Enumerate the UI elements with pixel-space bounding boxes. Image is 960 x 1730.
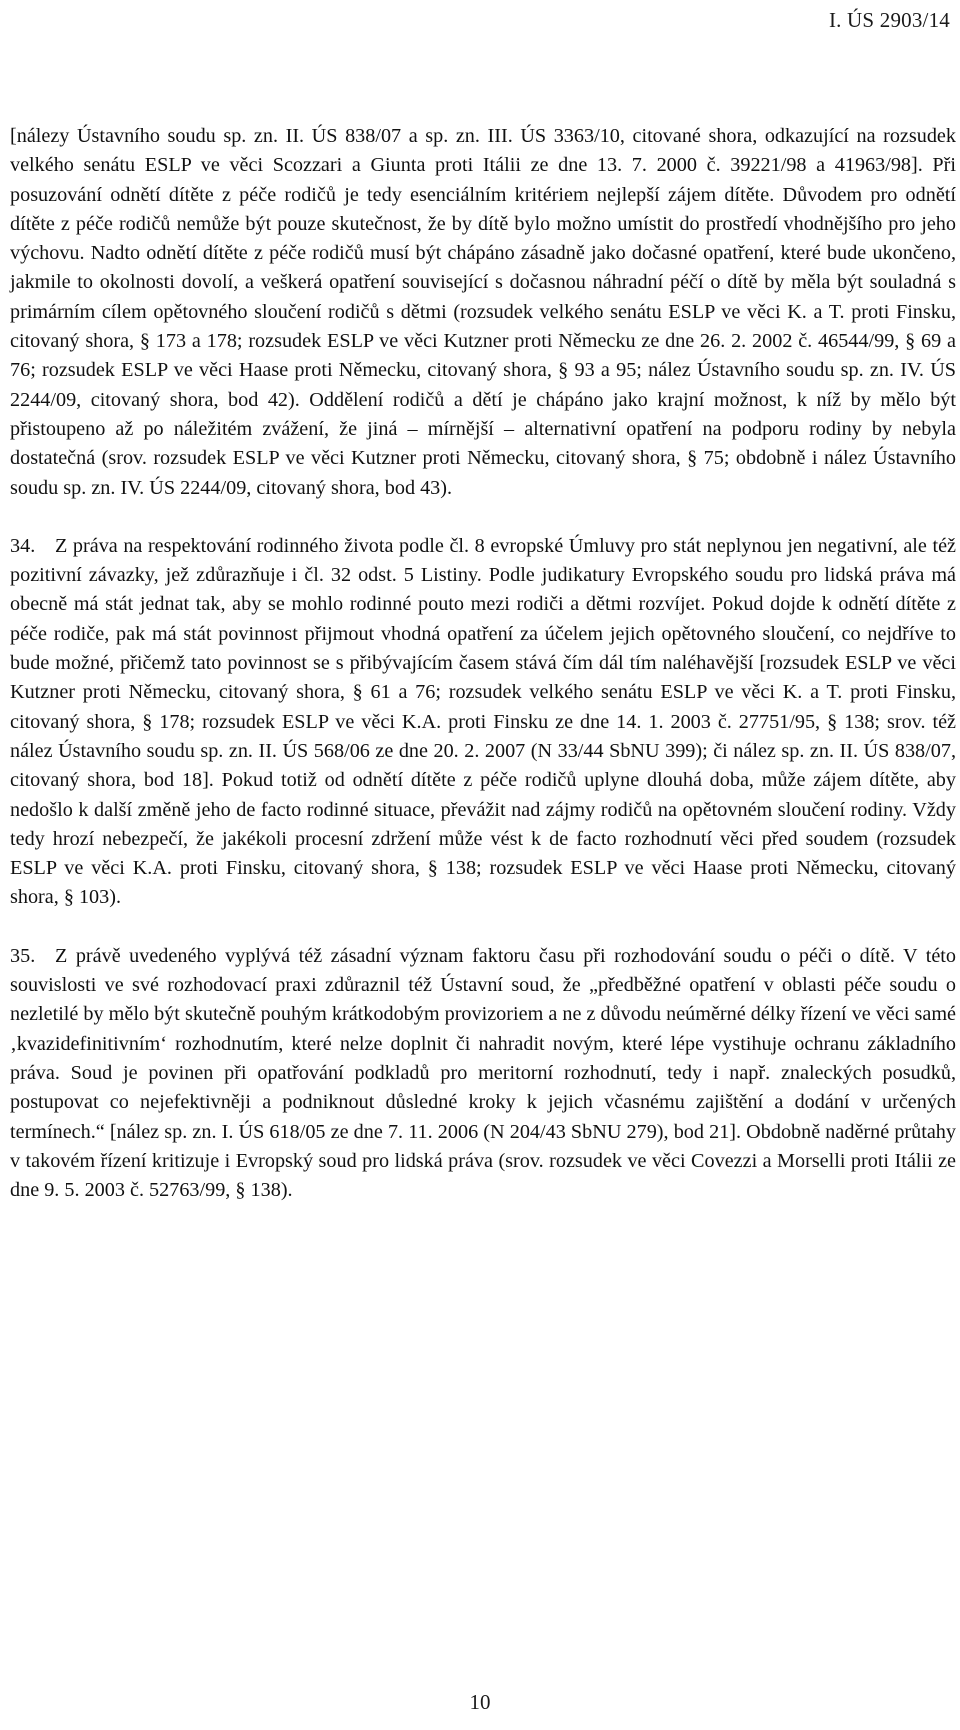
paragraph-number: 35. xyxy=(10,944,36,967)
paragraph-35 xyxy=(10,942,956,1206)
paragraph-text: Z právě uvedeného vyplývá též zásadní význam faktoru času při rozhodování soudu o péči o dítě. V této souvislosti ve své rozhodovací praxi zdůraznil též Ústavní soud, že „předběžné opatření v oblasti péče soudu o nezletilé by mělo být skutečně pouhým krátkodobým provizoriem a ne z důvodu neúměrné délky řízení ve věci samé ‚kvazidefinitivním‘ rozhodnutím, které nelze doplnit či nahradit novým, které lépe vystihuje ochranu základního práva. Soud je povinen při opatřování podkladů pro meritorní rozhodnutí, tedy i např. znaleckých posudků, postupovat co nejefektivněji a podniknout důsledné kroky k jejich včasnému zajištění a dodání v určených termínech.“ [nález sp. zn. I. ÚS 618/05 ze dne 7. 11. 2006 (N 204/43 SbNU 279), bod 21]. Obdobně naděrné průtahy v takovém řízení kritizuje i Evropský soud pro lidská práva (srov. rozsudek ve věci Covezzi a Morselli proti Itálii ze dne 9. 5. 2003 č. 52763/99, § 138). xyxy=(10,944,956,1202)
paragraph-number: 34. xyxy=(10,534,36,557)
paragraph-34 xyxy=(10,532,956,913)
paragraph-text: Z práva na respektování rodinného života podle čl. 8 evropské Úmluvy pro stát neplynou jen negativní, ale též pozitivní závazky, jež zdůrazňuje i čl. 32 odst. 5 Listiny. Podle judikatury Evropského soudu pro lidská práva má obecně má stát jednat tak, aby se mohlo rodinné pouto mezi rodiči a dětmi rozvíjet. Pokud dojde k odnětí dítěte z péče rodiče, pak má stát povinnost přijmout vhodná opatření za účelem jejich opětovného sloučení, co nejdříve to bude možné, přičemž tato povinnost se s přibývajícím časem stává čím dál tím naléhavější [rozsudek ESLP ve věci Kutzner proti Německu, citovaný shora, § 61 a 76; rozsudek velkého senátu ESLP ve věci K. a T. proti Finsku, citovaný shora, § 178; rozsudek ESLP ve věci K.A. proti Finsku ze dne 14. 1. 2003 č. 27751/95, § 138; srov. též nález Ústavního soudu sp. zn. II. ÚS 568/06 ze dne 20. 2. 2007 (N 33/44 SbNU 399); či nález sp. zn. II. ÚS 838/07, citovaný shora, bod 18]. Pokud totiž od odnětí dítěte z péče rodičů uplyne dlouhá doba, může zájem dítěte, aby nedošlo k další změně jeho de facto rodinné situace, převážit nad zájmy rodičů na opětovném sloučení rodiny. Vždy tedy hrozí nebezpečí, že jakékoli procesní zdržení může vést k de facto rozhodnutí věci před soudem (rozsudek ESLP ve věci K.A. proti Finsku, citovaný shora, § 138; rozsudek ESLP ve věci Haase proti Německu, citovaný shora, § 103). xyxy=(10,534,956,909)
page-number: 10 xyxy=(469,1690,491,1714)
paragraph-continuation: [nálezy Ústavního soudu sp. zn. II. ÚS 838/07 a sp. zn. III. ÚS 3363/10, citované shora, odkazující na rozsudek velkého senátu ESLP ve věci Scozzari a Giunta proti Itálii ze dne 13. 7. 2000 č. 39221/98 a 41963/98]. Při posuzování odnětí dítěte z péče rodičů je tedy esenciálním kritériem nejlepší zájem dítěte. Důvodem pro odnětí dítěte z péče rodičů nemůže být pouze skutečnost, že by dítě bylo možno umístit do prostředí vhodnějšího pro jeho výchovu. Nadto odnětí dítěte z péče rodičů musí být chápáno zásadně jako dočasné opatření, které bude ukončeno, jakmile to okolnosti dovolí, a veškerá opatření související s dočasnou náhradní péčí o dítě by měla být souladná s primárním cílem opětovného sloučení rodičů s dětmi (rozsudek velkého senátu ESLP ve věci K. a T. proti Finsku, citovaný shora, § 173 a 178; rozsudek ESLP ve věci Kutzner proti Německu ze dne 26. 2. 2002 č. 46544/99, § 69 a 76; rozsudek ESLP ve věci Haase proti Německu, citovaný shora, § 93 a 95; nález Ústavního soudu sp. zn. IV. ÚS 2244/09, citovaný shora, bod 42). Oddělení rodičů a dětí je chápáno jako krajní možnost, k níž by mělo být přistoupeno až po náležitém zvážení, že jiná – mírnější – alternativní opatření na podporu rodiny by nebyla dostatečná (srov. rozsudek ESLP ve věci Kutzner proti Německu, citovaný shora, § 75; obdobně i nález Ústavního soudu sp. zn. IV. ÚS 2244/09, citovaný shora, bod 43). xyxy=(10,125,956,499)
document-body xyxy=(10,122,956,1205)
case-reference-header: I. ÚS 2903/14 xyxy=(828,8,950,32)
